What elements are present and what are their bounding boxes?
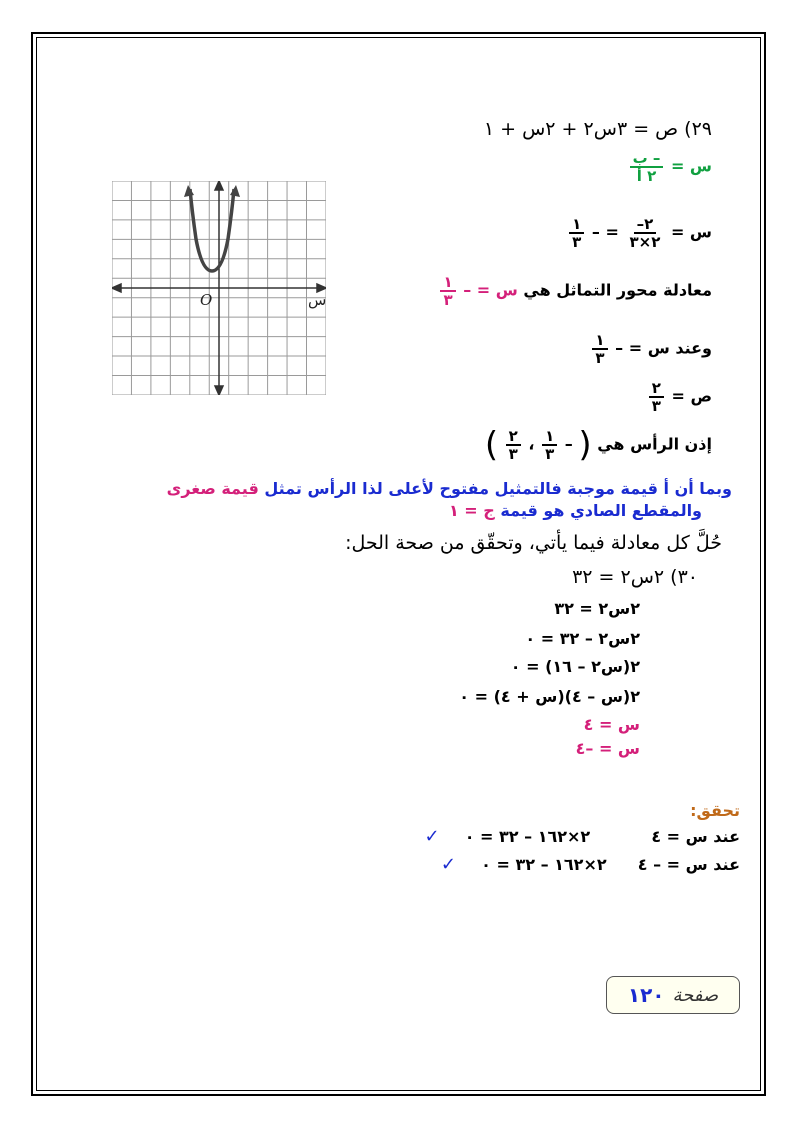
instruction-text: حُلَّ كل معادلة فيما يأتي، وتحقّق من صحة الحل: [345,532,722,554]
conclusion-line-1: وبما أن أ قيمة موجبة فالتمثيل مفتوح لأعلى لذا الرأس تمثل قيمة صغرى [166,479,732,498]
symmetry-axis-line: معادلة محور التماثل هي س = – $\frac{١}{٣}$ [438,274,712,308]
page-number-badge [606,976,740,1014]
fraction: $\frac{١}{٣}$ [592,332,607,366]
check-row: عند س = ٤ ٢×١٦٢ – ٣٢ = ٠ ✓ [424,826,740,847]
solution-step: ٢س٢ – ٣٢ = ٠ [525,629,640,648]
fraction: $\frac{١}{٣}$ [569,216,584,250]
fraction: $\frac{١}{٣}$ [440,274,455,308]
origin-label: O [200,291,213,309]
solution-step: ٢(س – ٤)(س + ٤) = ٠ [459,687,640,706]
check-mark-icon: ✓ [424,826,440,847]
x-axis-label: س [308,291,326,309]
vertex-line: إذن الرأس هي ( – $\frac{١}{٣}$ ، $\frac{٢}{٣}$ ) [484,425,712,465]
solution-answer: س = –٤ [575,739,640,758]
check-row: عند س = – ٤ ٢×١٦٢ – ٣٢ = ٠ ✓ [440,854,740,875]
fraction: $\frac{٢}{٣}$ [649,380,664,414]
solution-step: ٢(س٢ – ١٦) = ٠ [510,657,640,676]
fraction: $\frac{٢}{٣}$ [506,428,521,462]
axis-calculation: س = $\frac{٢-}{٢\times ٣}$ = – $\frac{١}{٣}$ [567,216,712,250]
fraction: $\frac{\text{– ب}}{\text{٢ أ}}$ [630,150,664,184]
page-label: صفحة [672,984,719,1006]
check-title: تحقق: [690,801,740,820]
at-x-line: وعند س = – $\frac{١}{٣}$ [590,332,712,366]
parabola-graph [112,181,326,395]
check-mark-icon: ✓ [440,854,456,875]
fraction: $\frac{٢-}{٢\times ٣}$ [629,215,661,251]
problem-29-equation: ٢٩) ص = ٣س٢ + ٢س + ١ [483,118,712,140]
solution-answer: س = ٤ [583,715,640,734]
page-number: ١٢٠ [627,983,665,1007]
solution-step: ٢س٢ = ٣٢ [554,599,640,618]
fraction: $\frac{١}{٣}$ [542,428,557,462]
problem-30-equation: ٣٠) ٢س٢ = ٣٢ [572,566,698,588]
axis-formula: س = $\frac{\text{– ب}}{\text{٢ أ}}$ [628,150,712,184]
conclusion-line-2: والمقطع الصادي هو قيمة ج = ١ [448,501,702,520]
y-value-line: ص = $\frac{٢}{٣}$ [647,380,712,414]
